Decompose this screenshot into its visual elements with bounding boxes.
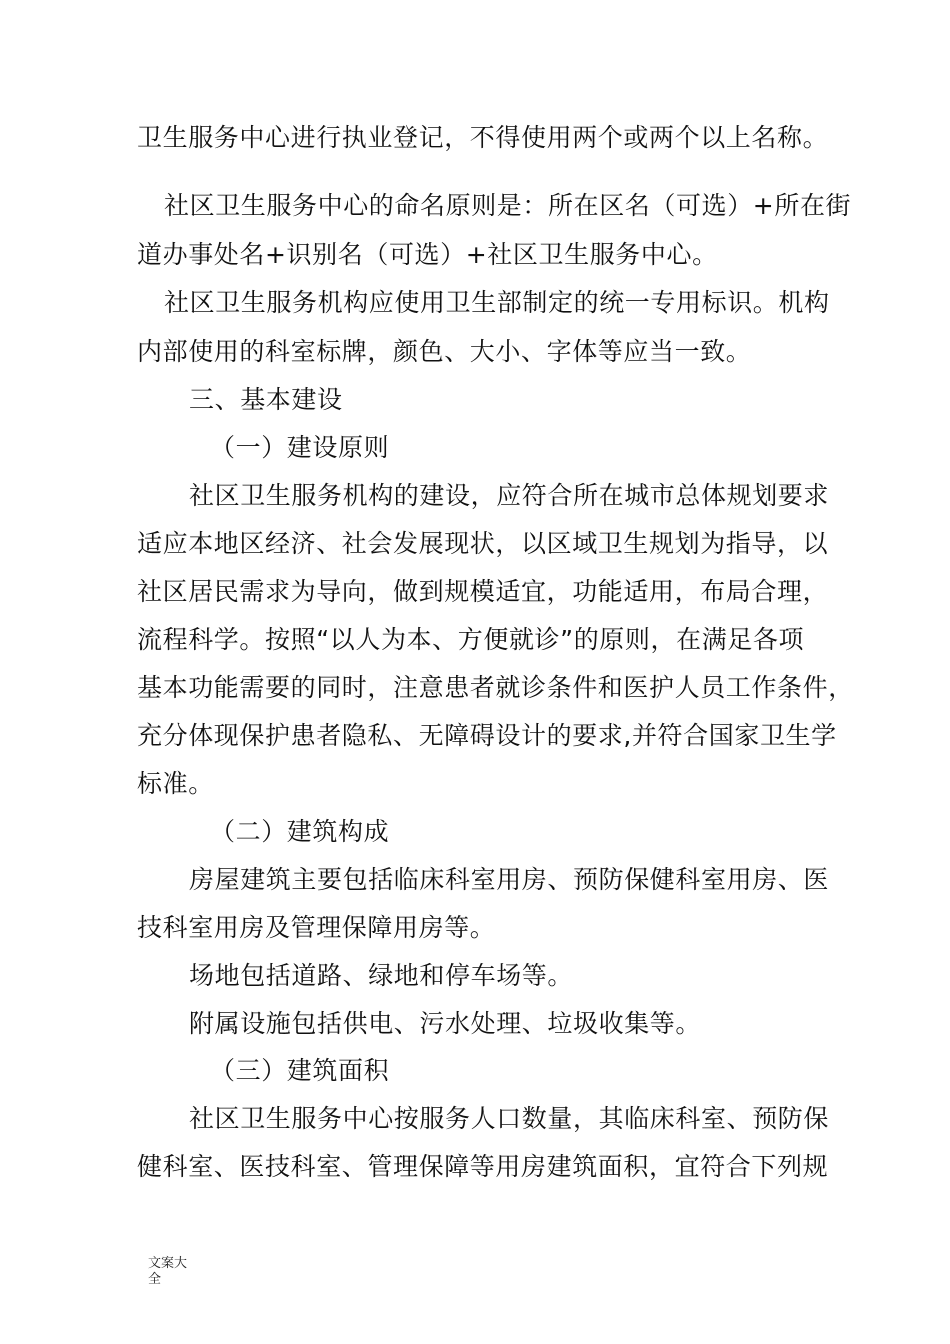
text-line: 基本功能需要的同时，注意患者就诊条件和医护人员工作条件， bbox=[137, 673, 854, 702]
text-line: 适应本地区经济、社会发展现状，以区域卫生规划为指导，以 bbox=[137, 529, 829, 558]
subsection-heading: （三）建筑面积 bbox=[210, 1056, 390, 1085]
text-line: 健科室、医技科室、管理保障等用房建筑面积，宜符合下列规 bbox=[137, 1152, 829, 1181]
text-line: 场地包括道路、绿地和停车场等。 bbox=[189, 961, 574, 990]
text-line: 社区卫生服务中心按服务人口数量，其临床科室、预防保 bbox=[189, 1104, 830, 1133]
text-line: 社区居民需求为导向，做到规模适宜，功能适用，布局合理， bbox=[137, 577, 829, 606]
text-line: 社区卫生服务中心的命名原则是：所在区名（可选）+所在街 bbox=[164, 191, 852, 220]
subsection-heading: （一）建设原则 bbox=[210, 433, 390, 462]
text-line: 社区卫生服务机构应使用卫生部制定的统一专用标识。机构 bbox=[164, 288, 830, 317]
subsection-heading: （二）建筑构成 bbox=[210, 817, 390, 846]
text-line: 标准。 bbox=[137, 769, 214, 798]
text-line: 充分体现保护患者隐私、无障碍设计的要求,并符合国家卫生学 bbox=[137, 721, 837, 750]
text-line: 道办事处名+识别名（可选）+社区卫生服务中心。 bbox=[137, 240, 718, 269]
text-line: 附属设施包括供电、污水处理、垃圾收集等。 bbox=[189, 1009, 702, 1038]
text-line: 流程科学。按照“以人为本、方便就诊”的原则，在满足各项 bbox=[137, 625, 805, 654]
text-line: 房屋建筑主要包括临床科室用房、预防保健科室用房、医 bbox=[189, 865, 830, 894]
section-heading: 三、基本建设 bbox=[189, 385, 343, 414]
page-footer: 文案大全 bbox=[148, 1256, 188, 1287]
text-line: 卫生服务中心进行执业登记，不得使用两个或两个以上名称。 bbox=[137, 123, 829, 152]
text-line: 社区卫生服务机构的建设，应符合所在城市总体规划要求 bbox=[189, 481, 830, 510]
text-line: 技科室用房及管理保障用房等。 bbox=[137, 913, 496, 942]
text-line: 内部使用的科室标牌，颜色、大小、字体等应当一致。 bbox=[137, 337, 752, 366]
